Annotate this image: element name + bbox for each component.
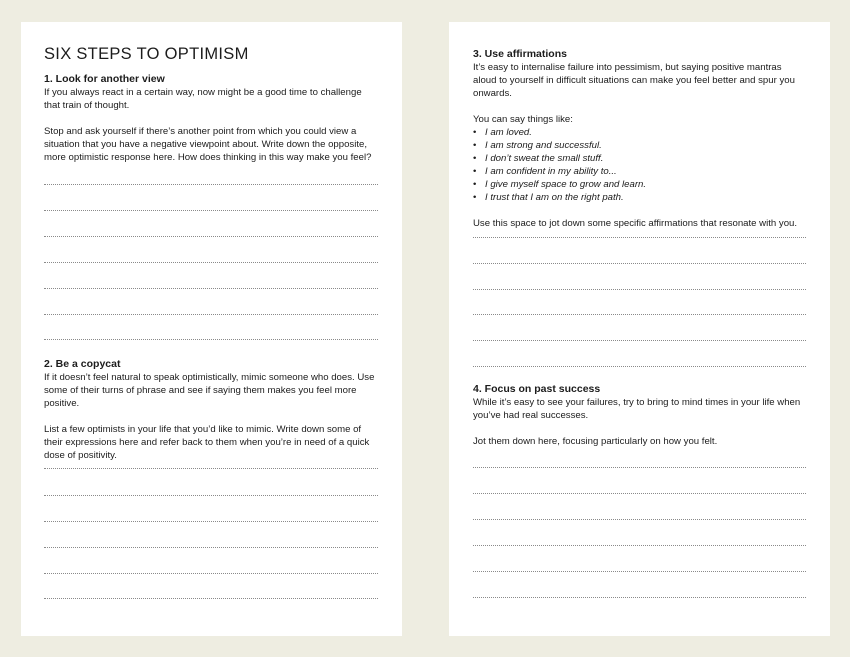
writing-line[interactable]: [473, 597, 806, 598]
step-4-heading: 4. Focus on past success: [473, 383, 601, 395]
writing-line[interactable]: [473, 314, 806, 315]
writing-line[interactable]: [44, 495, 378, 496]
step-3-instructions: Use this space to jot down some specific affirmations that resonate with you.: [473, 218, 798, 229]
writing-line[interactable]: [44, 314, 378, 315]
writing-line[interactable]: [44, 547, 378, 548]
affirmation-item: • I don’t sweat the small stuff.: [473, 152, 806, 165]
writing-line[interactable]: [44, 339, 378, 340]
step-3-intro: It’s easy to internalise failure into pessimism, but saying positive mantras aloud to yourself in difficult situations can make you feel better and spur you onwards.: [473, 62, 795, 99]
writing-line[interactable]: [473, 263, 806, 264]
step-1-instructions: Stop and ask yourself if there’s another point from which you could view a situation that you have a negative viewpoint about. Write down the opposite, more optimistic response here. How does thinking in this way make you feel?: [44, 126, 372, 163]
left-page: [21, 22, 402, 636]
writing-line[interactable]: [473, 467, 806, 468]
step-2-section: [44, 358, 378, 475]
step-3-list-lead: You can say things like:: [473, 114, 573, 125]
writing-line[interactable]: [473, 545, 806, 546]
right-page: [449, 22, 830, 636]
step-4-instructions: Jot them down here, focusing particularly on how you felt.: [473, 436, 718, 447]
writing-line[interactable]: [44, 598, 378, 599]
writing-line[interactable]: [473, 340, 806, 341]
step-4-section: [473, 383, 806, 461]
step-3-section: [473, 48, 806, 243]
writing-line[interactable]: [44, 210, 378, 211]
step-2-intro: If it doesn’t feel natural to speak optimistically, mimic someone who does. Use some of their turns of phrase and see if saying them makes you feel more positive.: [44, 372, 375, 409]
step-3-heading: 3. Use affirmations: [473, 48, 567, 60]
affirmation-item: • I trust that I am on the right path.: [473, 191, 806, 204]
affirmation-item: • I am strong and successful.: [473, 139, 806, 152]
writing-line[interactable]: [44, 573, 378, 574]
step-4-intro: While it’s easy to see your failures, try to bring to mind times in your life when you’ve had real successes.: [473, 397, 801, 421]
step-2-instructions: List a few optimists in your life that you’d like to mimic. Write down some of their expressions here and refer back to them when you’re in need of a quick dose of positivity.: [44, 424, 370, 461]
writing-line[interactable]: [473, 519, 806, 520]
writing-line[interactable]: [44, 262, 378, 263]
writing-line[interactable]: [44, 468, 378, 469]
writing-line[interactable]: [473, 493, 806, 494]
writing-line[interactable]: [473, 237, 806, 238]
step-1-intro: If you always react in a certain way, now might be a good time to challenge that train of thought.: [44, 87, 362, 111]
writing-line[interactable]: [473, 571, 806, 572]
affirmations-list: [473, 126, 806, 204]
writing-line[interactable]: [44, 521, 378, 522]
writing-line[interactable]: [473, 366, 806, 367]
page-title: SIX STEPS TO OPTIMISM: [44, 45, 249, 63]
affirmation-item: • I am loved.: [473, 126, 806, 139]
step-1-section: [44, 73, 378, 177]
step-1-heading: 1. Look for another view: [44, 73, 165, 85]
affirmation-item: • I am confident in my ability to...: [473, 165, 806, 178]
step-2-heading: 2. Be a copycat: [44, 358, 121, 370]
writing-line[interactable]: [44, 184, 378, 185]
affirmation-item: • I give myself space to grow and learn.: [473, 178, 806, 191]
writing-line[interactable]: [44, 236, 378, 237]
writing-line[interactable]: [44, 288, 378, 289]
writing-line[interactable]: [473, 289, 806, 290]
